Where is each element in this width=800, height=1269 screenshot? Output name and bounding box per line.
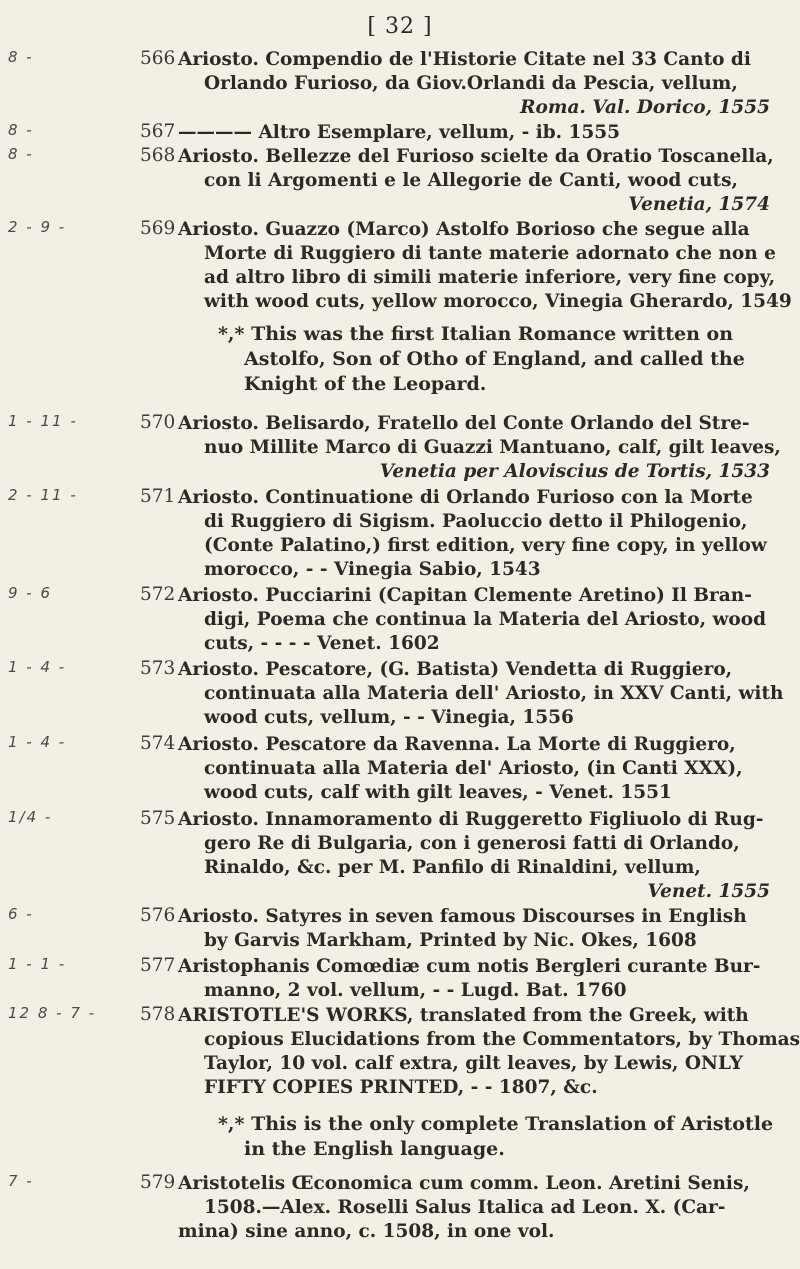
entry-line: digi, Poema che continua la Materia del Ariosto, wood: [204, 609, 767, 630]
entry-text: [178, 584, 770, 656]
entry-line: copious Elucidations from the Commentators, by Thomas: [204, 1029, 800, 1050]
price-note: 2 - 9 -: [8, 218, 67, 236]
entry-line: Rinaldo, &c. per M. Panfilo di Rinaldini, vellum,: [204, 857, 701, 878]
price-note: 9 - 6: [8, 584, 53, 602]
entry-line: Aristophanis Comœdiæ cum notis Bergleri curante Bur-: [178, 956, 761, 977]
lot-number: 578: [140, 1004, 176, 1025]
price-note: 6 -: [8, 905, 34, 923]
entry-line: Ariosto. Compendio de l'Historie Citate nel 33 Canto di: [178, 49, 751, 70]
entry-line: morocco, - - Vinegia Sabio, 1543: [204, 559, 541, 580]
price-note: 8 -: [8, 145, 34, 163]
entry-line: continuata alla Materia dell' Ariosto, in XXV Canti, with: [204, 683, 784, 704]
page-number: [ 32 ]: [367, 14, 433, 39]
price-note: 12 8 - 7 -: [8, 1004, 97, 1022]
entry-line: Ariosto. Continuatione di Orlando Furioso con la Morte: [178, 487, 753, 508]
note-line: in the English language.: [244, 1138, 505, 1160]
entry-line: Ariosto. Bellezze del Furioso scielte da Oratio Toscanella,: [178, 146, 774, 167]
note-line: Knight of the Leopard.: [244, 373, 487, 395]
note-line: *,* This was the first Italian Romance written on: [218, 323, 734, 345]
imprint: Venetia per Aloviscius de Tortis, 1533: [379, 461, 770, 482]
entry-line: Ariosto. Pescatore da Ravenna. La Morte di Ruggiero,: [178, 734, 736, 755]
note-line: *,* This is the only complete Translation of Aristotle: [218, 1113, 774, 1135]
imprint: Roma. Val. Dorico, 1555: [520, 97, 770, 118]
entry-line: by Garvis Markham, Printed by Nic. Okes, 1608: [204, 930, 697, 951]
entry-line: Ariosto. Innamoramento di Ruggeretto Figliuolo di Rug-: [178, 809, 764, 830]
entry-line: manno, 2 vol. vellum, - - Lugd. Bat. 1760: [204, 980, 627, 1001]
entry-text: [178, 412, 781, 484]
entry-line: Morte di Ruggiero di tante materie adornato che non e: [204, 243, 776, 264]
lot-number: 568: [140, 145, 176, 166]
entry-text: [178, 486, 770, 582]
entry-text: [178, 48, 770, 120]
entry-line: Ariosto. Pucciarini (Capitan Clemente Aretino) Il Bran-: [178, 585, 752, 606]
entry-line: di Ruggiero di Sigism. Paoluccio detto il Philogenio,: [204, 511, 748, 532]
entry-line: cuts, - - - - Venet. 1602: [204, 633, 440, 654]
entry-text: [178, 905, 770, 953]
price-note: 1/4 -: [8, 808, 53, 826]
imprint: Venetia, 1574: [628, 194, 770, 215]
lot-number: 574: [140, 733, 176, 754]
entry-line: nuo Millite Marco di Guazzi Mantuano, calf, gilt leaves,: [204, 437, 781, 458]
entry-text: [178, 145, 774, 217]
price-note: 1 - 11 -: [8, 412, 78, 430]
lot-number: 576: [140, 905, 176, 926]
price-note: 1 - 4 -: [8, 733, 67, 751]
lot-number: 569: [140, 218, 176, 239]
entry-line: mina) sine anno, c. 1508, in one vol.: [178, 1221, 555, 1242]
entry-line: FIFTY COPIES PRINTED, - - 1807, &c.: [204, 1077, 598, 1098]
entry-text: [178, 218, 792, 314]
lot-number: 575: [140, 808, 176, 829]
entry-line: Taylor, 10 vol. calf extra, gilt leaves, by Lewis, ONLY: [204, 1053, 743, 1074]
price-note: 8 -: [8, 48, 34, 66]
entry-line: 1508.—Alex. Roselli Salus Italica ad Leon. X. (Car-: [204, 1197, 726, 1218]
entry-line: (Conte Palatino,) first edition, very fine copy, in yellow: [204, 535, 767, 556]
entry-text: [178, 658, 784, 730]
entry-line: ———— Altro Esemplare, vellum, - ib. 1555: [178, 122, 621, 143]
entry-line: ad altro libro di simili materie inferiore, very fine copy,: [204, 267, 776, 288]
lot-number: 567: [140, 121, 176, 142]
entry-text: [178, 121, 770, 145]
editorial-note: [218, 1112, 778, 1162]
entry-line: Ariosto. Guazzo (Marco) Astolfo Borioso che segue alla: [178, 219, 750, 240]
lot-number: 573: [140, 658, 176, 679]
price-note: 1 - 4 -: [8, 658, 67, 676]
lot-number: 571: [140, 486, 176, 507]
price-note: 1 - 1 -: [8, 955, 67, 973]
entry-line: with wood cuts, yellow morocco, Vinegia Gherardo, 1549: [204, 291, 792, 312]
entry-line: Aristotelis Œconomica cum comm. Leon. Aretini Senis,: [178, 1173, 750, 1194]
entry-line: gero Re di Bulgaria, con i generosi fatti di Orlando,: [204, 833, 740, 854]
lot-number: 579: [140, 1172, 176, 1193]
lot-number: 570: [140, 412, 176, 433]
entry-line: continuata alla Materia del' Ariosto, (in Canti XXX),: [204, 758, 743, 779]
imprint: Venet. 1555: [647, 881, 770, 902]
entry-text: [178, 1172, 770, 1244]
price-note: 7 -: [8, 1172, 34, 1190]
entry-text: [178, 808, 770, 904]
entry-line: con li Argomenti e le Allegorie de Canti, wood cuts,: [204, 170, 738, 191]
editorial-note: [218, 322, 778, 397]
entry-line: wood cuts, calf with gilt leaves, - Venet. 1551: [204, 782, 672, 803]
note-line: Astolfo, Son of Otho of England, and called the: [244, 348, 745, 370]
entry-line: ARISTOTLE'S WORKS, translated from the Greek, with: [178, 1005, 749, 1026]
entry-text: [178, 733, 770, 805]
entry-text: [178, 955, 770, 1003]
lot-number: 572: [140, 584, 176, 605]
price-note: 2 - 11 -: [8, 486, 78, 504]
price-note: 8 -: [8, 121, 34, 139]
entry-line: Ariosto. Belisardo, Fratello del Conte Orlando del Stre-: [178, 413, 750, 434]
entry-line: wood cuts, vellum, - - Vinegia, 1556: [204, 707, 574, 728]
entry-line: Orlando Furioso, da Giov.Orlandi da Pescia, vellum,: [204, 73, 738, 94]
entry-line: Ariosto. Pescatore, (G. Batista) Vendetta di Ruggiero,: [178, 659, 733, 680]
entry-text: [178, 1004, 800, 1100]
lot-number: 566: [140, 48, 176, 69]
entry-line: Ariosto. Satyres in seven famous Discourses in English: [178, 906, 747, 927]
lot-number: 577: [140, 955, 176, 976]
